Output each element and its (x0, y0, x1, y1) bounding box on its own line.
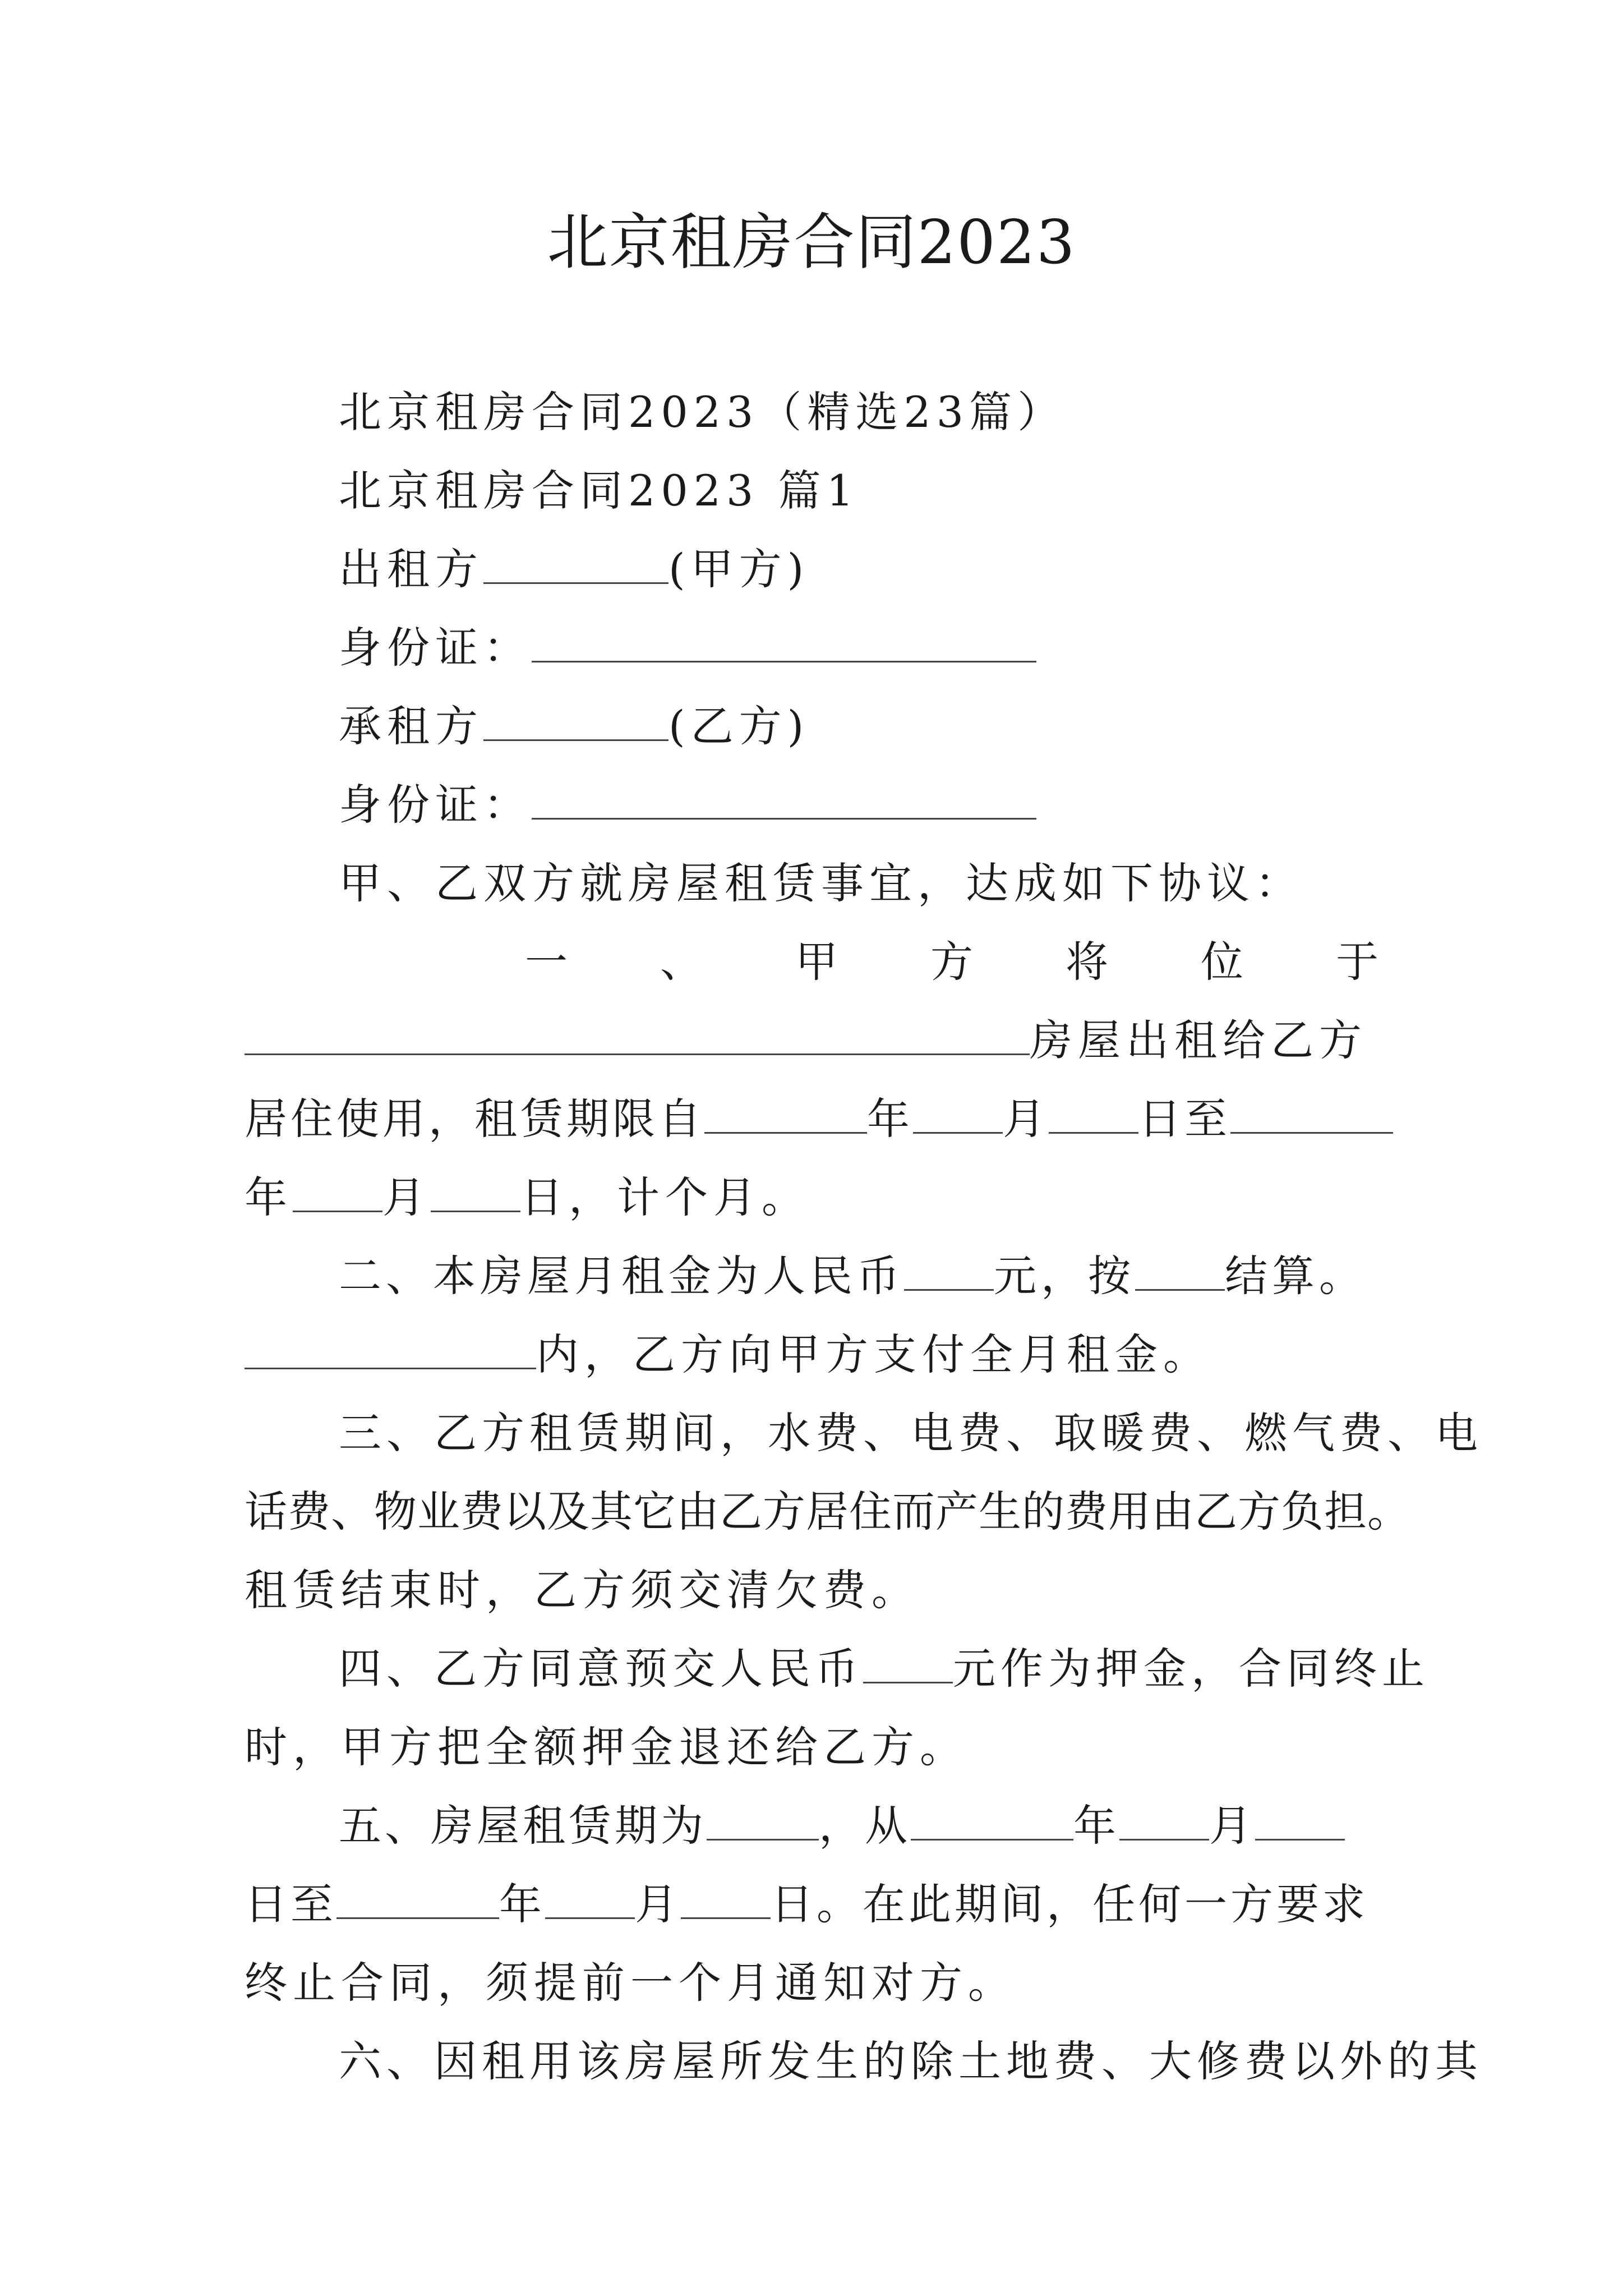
payment-text: 内，乙方向甲方支付全月租金。 (536, 1329, 1211, 1379)
rent-unit: 元，按 (994, 1251, 1135, 1301)
clause-4-line-1 (339, 1635, 1430, 1703)
settlement-blank (1135, 1249, 1225, 1291)
clause-3-line-1: 三、乙方租赁期间，水费、电费、取暖费、燃气费、电 (339, 1408, 1483, 1458)
start-day-blank (1049, 1092, 1138, 1134)
day-to-label: 日至 (1138, 1094, 1230, 1144)
year-label: 年 (1073, 1801, 1119, 1851)
glyph: 将 (1066, 937, 1108, 987)
id-label: 身份证： (339, 623, 532, 673)
month-label: 月 (1209, 1801, 1255, 1851)
day-to-label: 日至 (245, 1879, 336, 1929)
to-day-blank (681, 1877, 771, 1919)
lease-term-blank (707, 1798, 819, 1841)
glyph: 、 (660, 937, 703, 987)
landlord-blank (483, 542, 668, 584)
deposit-text: 四、乙方同意预交人民币 (339, 1644, 863, 1694)
landlord-id-line (339, 614, 1378, 682)
month-label: 月 (1003, 1094, 1049, 1144)
year-label: 年 (245, 1172, 293, 1222)
rent-amount-blank (904, 1249, 994, 1291)
month-label: 月 (382, 1172, 431, 1222)
id-label: 身份证： (339, 780, 532, 830)
lease-term-text: 五、房屋租赁期为 (339, 1801, 707, 1851)
landlord-label: 出租方 (339, 544, 483, 594)
settlement-text: 结算。 (1225, 1251, 1366, 1301)
deposit-text-2: 元作为押金，合同终止 (953, 1644, 1430, 1694)
clause-3-line-2: 话费、物业费以及其它由乙方居住而产生的费用由乙方负担。 (245, 1487, 1410, 1536)
tenant-label: 承租方 (339, 701, 483, 751)
tenant-id-line (339, 771, 1378, 839)
address-blank (245, 1013, 1030, 1055)
party-b-label: (乙方) (668, 701, 810, 751)
notice-text: 日。在此期间，任何一方要求 (771, 1879, 1368, 1929)
year-label: 年 (867, 1094, 913, 1144)
clause-6-line-1: 六、因租用该房屋所发生的除土地费、大修费以外的其 (339, 2036, 1483, 2086)
glyph: 甲 (795, 937, 838, 987)
glyph: 位 (1201, 937, 1243, 987)
from-day-blank (1255, 1798, 1345, 1841)
clause-1-text: 房屋出租给乙方 (1030, 1015, 1367, 1065)
clause-1-address-line (245, 1007, 1378, 1074)
landlord-line (339, 536, 1378, 603)
term-text: 居住使用，租赁期限自 (245, 1094, 704, 1144)
clause-1-term-line (245, 1085, 1378, 1153)
party-a-label: (甲方) (668, 544, 810, 594)
to-month-blank (545, 1877, 635, 1919)
end-year-blank (1230, 1092, 1393, 1134)
clause-3-line-3: 租赁结束时，乙方须交清欠费。 (245, 1565, 920, 1615)
glyph: 方 (930, 937, 973, 987)
from-label: ，从 (819, 1801, 911, 1851)
end-month-blank (293, 1170, 382, 1212)
clause-4-line-2: 时，甲方把全额押金退还给乙方。 (245, 1722, 968, 1772)
clause-5-line-2 (245, 1871, 1378, 1938)
payment-period-blank (245, 1327, 536, 1369)
year-label: 年 (499, 1879, 545, 1929)
clause-2-payment-line (245, 1321, 1378, 1388)
start-year-blank (704, 1092, 867, 1134)
to-year-blank (336, 1877, 499, 1919)
clause-1-end-line (245, 1164, 1378, 1231)
landlord-id-blank (532, 620, 1036, 662)
clause-1-spread-line (525, 928, 1378, 996)
subtitle-line: 北京租房合同2023（精选23篇） (339, 387, 1066, 437)
clause-2-line (339, 1243, 1378, 1310)
start-month-blank (913, 1092, 1003, 1134)
deposit-blank (863, 1641, 953, 1683)
tenant-id-blank (532, 777, 1036, 820)
glyph: 于 (1336, 937, 1378, 987)
from-year-blank (911, 1798, 1073, 1841)
end-day-blank (431, 1170, 520, 1212)
clause-5-line-1 (339, 1792, 1378, 1860)
document-title: 北京租房合同2023 (547, 208, 1076, 278)
month-label: 月 (635, 1879, 681, 1929)
tenant-blank (483, 699, 668, 741)
section-heading: 北京租房合同2023 篇1 (339, 466, 859, 516)
rent-text: 二、本房屋月租金为人民币 (339, 1251, 904, 1301)
from-month-blank (1119, 1798, 1209, 1841)
day-label: 日，计个月。 (520, 1172, 810, 1222)
tenant-line (339, 693, 1378, 760)
glyph: 一 (525, 937, 568, 987)
agreement-intro: 甲、乙双方就房屋租赁事宜，达成如下协议： (339, 858, 1303, 908)
clause-5-line-3: 终止合同，须提前一个月通知对方。 (245, 1958, 1016, 2008)
